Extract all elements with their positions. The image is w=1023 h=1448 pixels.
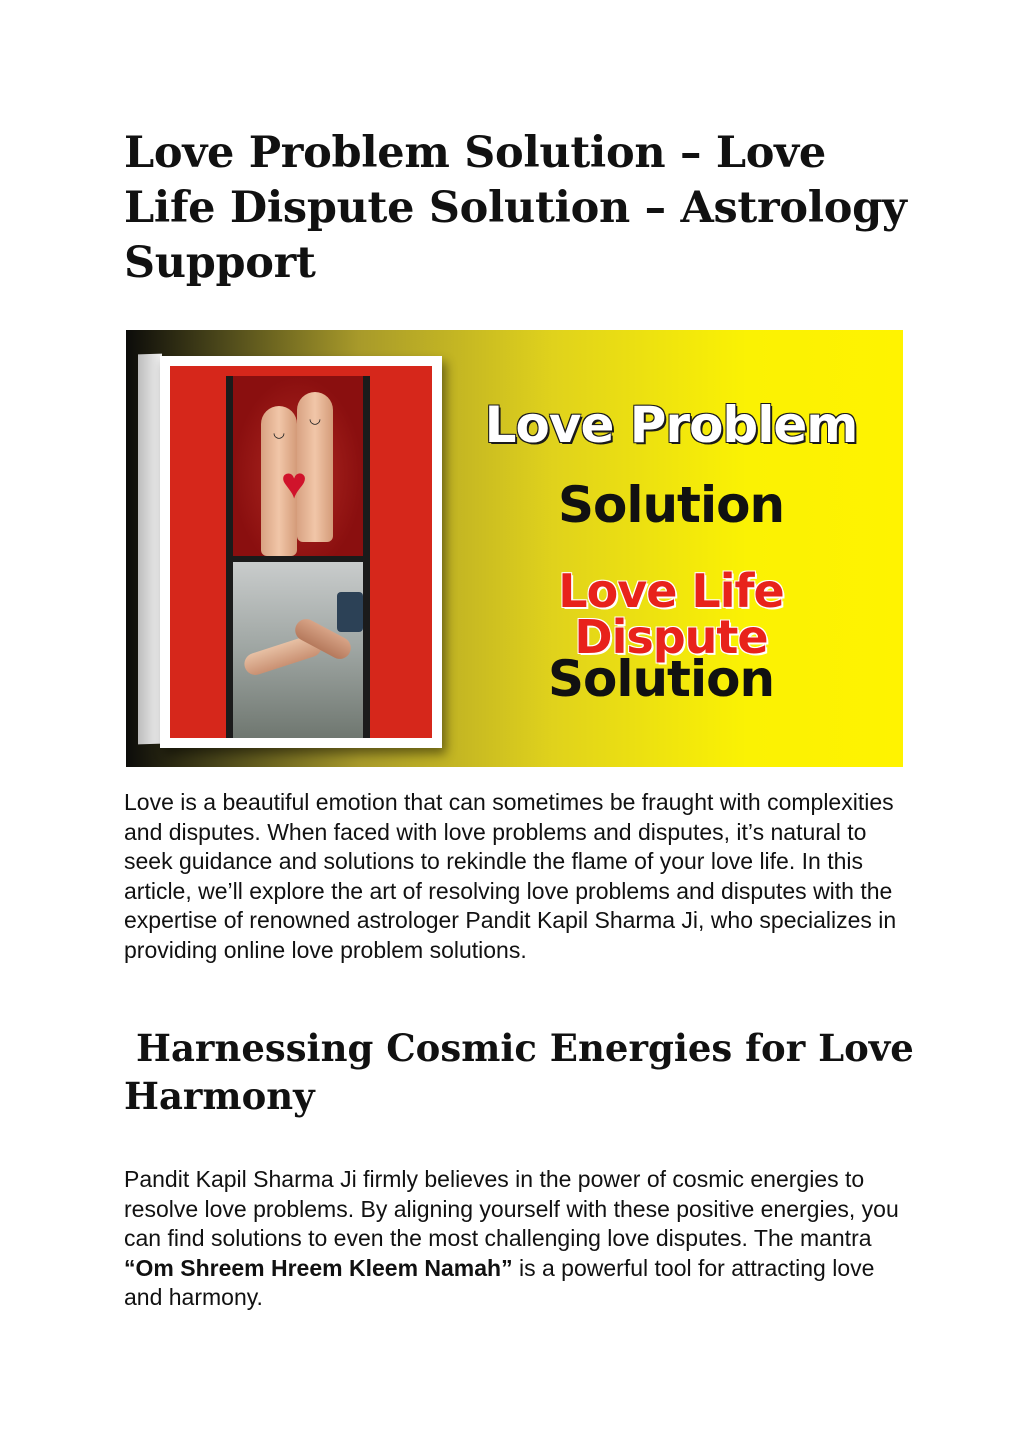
face-icon: ◡: [272, 424, 286, 440]
section-heading: [124, 1024, 914, 1120]
film-strip: [226, 376, 370, 738]
holding-hands-photo: [233, 562, 363, 738]
hero-banner-image: [126, 330, 903, 767]
hero-heading-love-problem: Love Problem: [484, 396, 858, 454]
heart-icon: ♥: [281, 459, 308, 508]
section-heading-text: Harnessing Cosmic Energies for Love Harmony: [124, 1026, 914, 1118]
mantra-text: “Om Shreem Hreem Kleem Namah”: [124, 1254, 513, 1281]
book-spine: [138, 354, 162, 745]
sleeve-shape: [337, 592, 363, 632]
section-paragraph-text: Pandit Kapil Sharma Ji firmly believes in the power of cosmic energies to resolve love problems. By aligning yourself with these positive energies, you can find solutions to even the most challenging love disputes. The mantra: [124, 1166, 899, 1252]
intro-paragraph: Love is a beautiful emotion that can sometimes be fraught with complexities and disputes. When faced with love problems and disputes, it’s natural to seek guidance and solutions to rekindle the flame of your love life. In this article, we’ll explore the art of resolving love problems and disputes with the expertise of renowned astrologer Pandit Kapil Sharma Ji, who specializes in providing online love problem solutions.: [124, 789, 897, 963]
hero-heading-solution-2: Solution: [547, 650, 775, 708]
book-cover: [170, 366, 432, 738]
finger-couple-photo: [233, 376, 363, 556]
hero-heading-love-life-dispute: Love Life Dispute: [558, 564, 784, 664]
section-paragraph-tail: is a powerful tool for attracting love and harmony.: [124, 1254, 875, 1311]
section-paragraph: [124, 1165, 914, 1313]
book-illustration: [160, 356, 442, 748]
hero-heading-solution: Solution: [557, 476, 785, 534]
page-title: Love Problem Solution – Love Life Dispute Solution – Astrology Support: [124, 128, 907, 288]
face-icon: ◡: [308, 410, 322, 426]
